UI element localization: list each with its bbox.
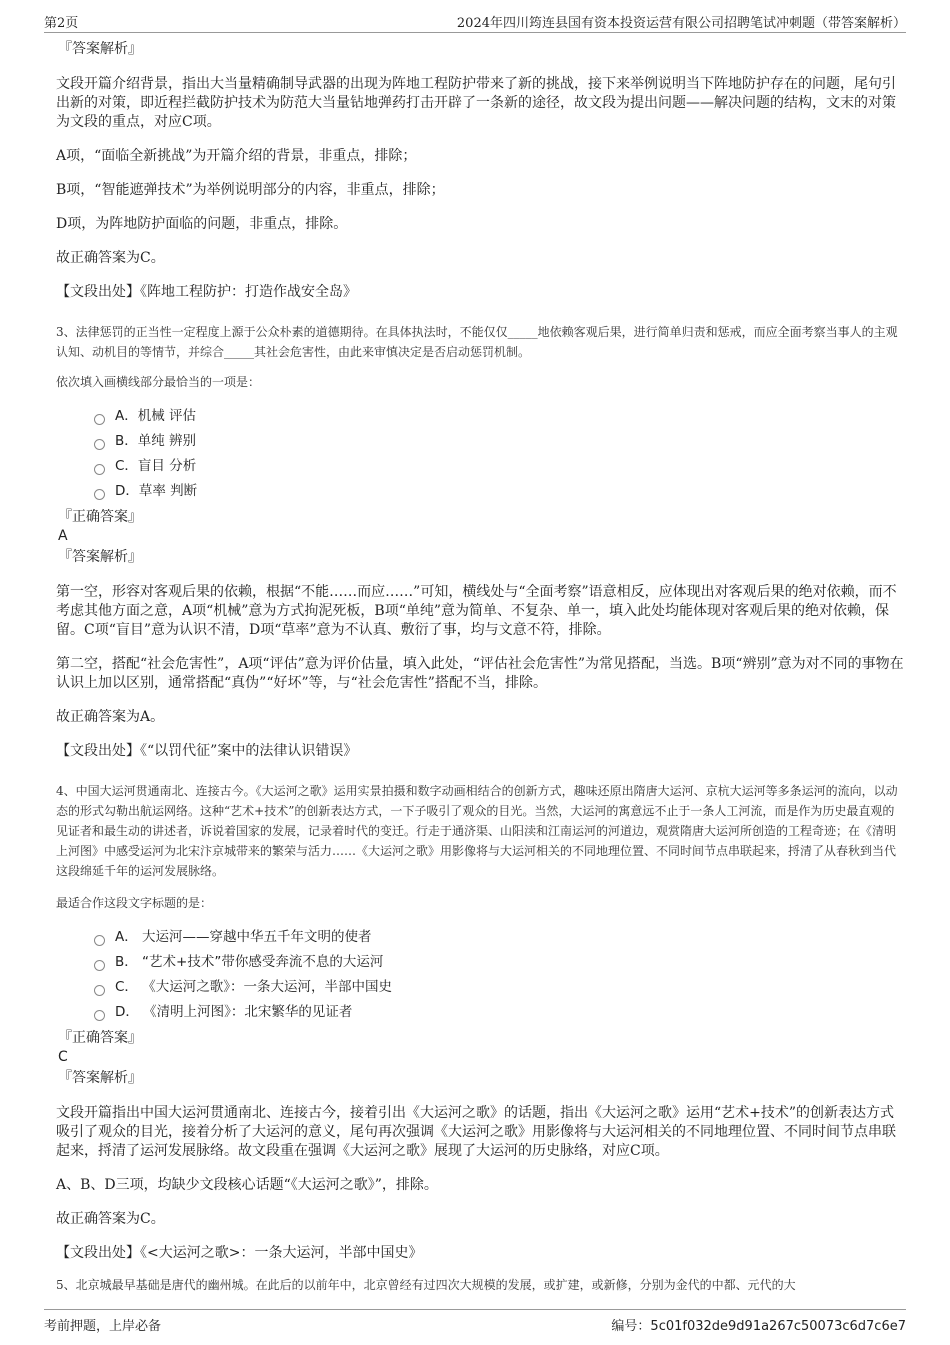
question-3-prompt: 依次填入画横线部分最恰当的一项是： [56,375,261,389]
analysis-paragraph: D项，为阵地防护面临的问题，非重点，排除。 [56,216,348,232]
option-a[interactable]: A． 大运河——穿越中华五千年文明的使者 [94,925,904,950]
source-citation: 【文段出处】《“以罚代征”案中的法律认识错误》 [56,743,358,759]
correct-answer: C [58,1049,68,1065]
footer-slogan: 考前押题，上岸必备 [44,1319,162,1334]
correct-answer-label: 『正确答案』 [58,509,142,525]
question-4-options [94,925,904,1025]
option-b[interactable]: B．单纯 辨别 [94,429,904,454]
conclusion-paragraph: 故正确答案为C。 [56,250,165,266]
page-footer [44,1309,906,1334]
radio-icon[interactable] [94,489,105,500]
answer-analysis-label: 『答案解析』 [58,41,142,57]
correct-answer: A [58,528,68,544]
option-d[interactable]: D．草率 判断 [94,479,904,504]
conclusion-paragraph: 故正确答案为A。 [56,709,165,725]
radio-icon[interactable] [94,960,105,971]
option-b[interactable]: B． “艺术+技术”带你感受奔流不息的大运河 [94,950,904,975]
source-citation: 【文段出处】《阵地工程防护：打造作战安全岛》 [56,284,357,300]
question-5-stem: 5、北京城最早基础是唐代的幽州城。在此后的以前年中，北京曾经有过四次大规模的发展，或扩建，或新修，分别为金代的中都、元代的大 [56,1278,796,1292]
page-header [44,10,906,33]
source-citation: 【文段出处】《<大运河之歌>：一条大运河，半部中国史》 [56,1245,423,1261]
radio-icon[interactable] [94,1010,105,1021]
option-c[interactable]: C． 《大运河之歌》：一条大运河，半部中国史 [94,975,904,1000]
question-3-options [94,404,904,504]
answer-analysis-label: 『答案解析』 [58,549,142,565]
document-id: 编号：5c01f032de9d91a267c50073c6d7c6e7 [611,1319,906,1334]
radio-icon[interactable] [94,935,105,946]
analysis-paragraph: A项，“面临全新挑战”为开篇介绍的背景，非重点，排除； [56,148,417,164]
correct-answer-label: 『正确答案』 [58,1030,142,1046]
question-4-stem: 4、中国大运河贯通南北、连接古今。《大运河之歌》运用实景拍摄和数字动画相结合的创新方式，趣味还原出隋唐大运河、京杭大运河等多条运河的流向，以动态的形式勾勒出航运网络。这种“艺术+技术”的创新表达方式，一下子吸引了观众的目光。当然，大运河的寓意远不止于一条人工河流，而是作为历史最直观的见证者和最生动的讲述者，诉说着国家的发展，记录着时代的变迁。行走于通济渠、山阳渎和江南运河的河道边，观赏隋唐大运河所创造的工程奇迹；在《清明上河图》中感受运河为北宋汴京城带来的繁荣与活力……《大运河之歌》用影像将与大运河相关的不同地理位置、不同时间节点串联起来，捋清了从春秋到当代这段绵延千年的运河发展脉络。 [56,784,898,878]
option-a[interactable]: A．机械 评估 [94,404,904,429]
analysis-paragraph: B项，“智能遮弹技术”为举例说明部分的内容，非重点，排除； [56,182,445,198]
analysis-paragraph: 第二空，搭配“社会危害性”，A项“评估”意为评价估量，填入此处，“评估社会危害性”为常见搭配，当选。B项“辨别”意为对不同的事物在认识上加以区别，通常搭配“真伪”“好坏”等，与“社会危害性”搭配不当，排除。 [56,656,904,691]
analysis-paragraph: 文段开篇指出中国大运河贯通南北、连接古今，接着引出《大运河之歌》的话题，指出《大运河之歌》运用“艺术+技术”的创新表达方式吸引了观众的目光，接着分析了大运河的意义，尾句再次强调《大运河之歌》用影像将与大运河相关的不同地理位置、不同时间节点串联起来，捋清了运河发展脉络。故文段重在强调《大运河之歌》展现了大运河的历史脉络，对应C项。 [56,1105,896,1159]
document-content [56,40,904,1295]
question-3-stem: 3、法律惩罚的正当性一定程度上源于公众朴素的道德期待。在具体执法时，不能仅仅_____地依赖客观后果，进行简单归责和惩戒，而应全面考察当事人的主观认知、动机目的等情节，并综合_____其社会危害性，由此来审慎决定是否启动惩罚机制。 [56,325,898,359]
document-title: 2024年四川筠连县国有资本投资运营有限公司招聘笔试冲刺题（带答案解析） [456,16,906,31]
option-c[interactable]: C．盲目 分析 [94,454,904,479]
radio-icon[interactable] [94,414,105,425]
analysis-paragraph: A、B、D三项，均缺少文段核心话题“《大运河之歌》”，排除。 [56,1177,438,1193]
radio-icon[interactable] [94,439,105,450]
radio-icon[interactable] [94,464,105,475]
option-d[interactable]: D． 《清明上河图》：北宋繁华的见证者 [94,1000,904,1025]
radio-icon[interactable] [94,985,105,996]
analysis-paragraph: 第一空，形容对客观后果的依赖，根据“不能……而应……”可知，横线处与“全面考察”语意相反，应体现出对客观后果的绝对依赖，而不考虑其他方面之意，A项“机械”意为方式拘泥死板，B项“单纯”意为简单、不复杂、单一，填入此处均能体现对客观后果的绝对依赖，保留。C项“盲目”意为认识不清，D项“草率”意为不认真、敷衍了事，均与文意不符，排除。 [56,584,897,638]
answer-analysis-label: 『答案解析』 [58,1070,142,1086]
analysis-paragraph: 文段开篇介绍背景，指出大当量精确制导武器的出现为阵地工程防护带来了新的挑战，接下来举例说明当下阵地防护存在的问题，尾句引出新的对策，即近程拦截防护技术为防范大当量钻地弹药打击开辟了一条新的途径，故文段为提出问题——解决问题的结构，文末的对策为文段的重点，对应C项。 [56,76,896,130]
page-number: 第2页 [44,16,79,31]
conclusion-paragraph: 故正确答案为C。 [56,1211,165,1227]
question-4-prompt: 最适合作这段文字标题的是： [56,896,213,910]
